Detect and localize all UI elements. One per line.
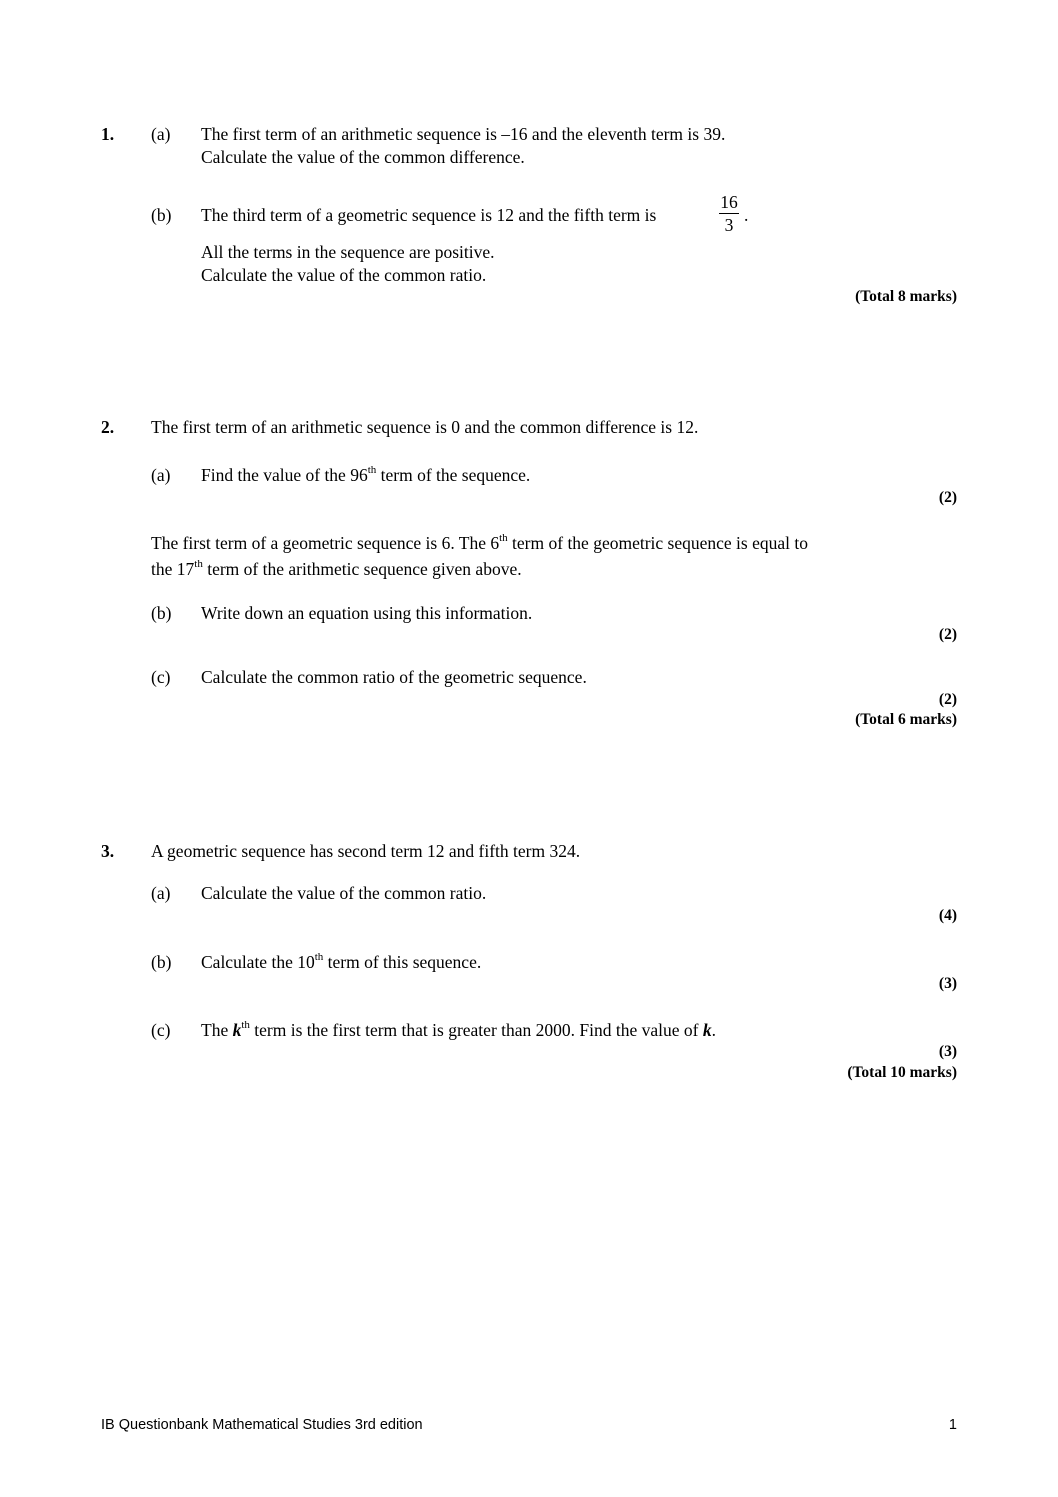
q2-part-b-text: Write down an equation using this information. — [201, 603, 533, 623]
q3-part-b-marks: (3) — [938, 975, 957, 992]
q2-intro: The first term of an arithmetic sequence is 0 and the common difference is 12. — [151, 417, 699, 437]
q2-part-b-marks: (2) — [938, 626, 957, 643]
question-3-number: 3. — [101, 841, 115, 861]
q3-part-c-text: The $k^{th}$ term is the first term that is greater than 2000. Find the value of k. — [201, 1019, 716, 1040]
fraction-sixteen-thirds — [719, 191, 739, 236]
q3-total-marks: (Total 10 marks) — [847, 1064, 957, 1081]
q1-part-b-line2: All the terms in the sequence are positive. — [201, 242, 495, 262]
q1-part-a-label: (a) — [151, 124, 171, 144]
q2-part-c-marks: (2) — [938, 691, 957, 708]
fraction-period: . — [744, 205, 749, 225]
q2-part-a-text: Find the value of the 96th term of the sequence. — [201, 464, 531, 485]
q3-part-a-marks: (4) — [938, 907, 957, 924]
q1-part-b-line1: The third term of a geometric sequence is 12 and the fifth term is — [201, 205, 657, 225]
q2-part-c-text: Calculate the common ratio of the geometric sequence. — [201, 667, 587, 687]
fraction-denominator: 3 — [724, 215, 734, 235]
q2-part-a-marks: (2) — [938, 489, 957, 506]
q2-mid-line1: The first term of a geometric sequence is 6. The 6th term of the geometric sequence is equal to — [151, 532, 808, 553]
q3-part-b-text: Calculate the 10th term of this sequence. — [201, 951, 482, 972]
q2-total-marks: (Total 6 marks) — [855, 711, 957, 728]
question-1-number: 1. — [101, 124, 115, 144]
q1-part-a-line2: Calculate the value of the common difference. — [201, 147, 525, 167]
q1-part-b-label: (b) — [151, 205, 172, 225]
q2-part-c-label: (c) — [151, 667, 171, 687]
q3-part-c-marks: (3) — [938, 1043, 957, 1060]
q3-part-c-label: (c) — [151, 1020, 171, 1040]
q2-part-a-label: (a) — [151, 465, 171, 485]
q1-part-b-line3: Calculate the value of the common ratio. — [201, 265, 487, 285]
q2-mid-line2: the 17th term of the arithmetic sequence given above. — [151, 558, 522, 579]
question-2-number: 2. — [101, 417, 115, 437]
q1-part-a-line1: The first term of an arithmetic sequence is –16 and the eleventh term is 39. — [201, 124, 726, 144]
q3-part-a-text: Calculate the value of the common ratio. — [201, 883, 487, 903]
footer-title: IB Questionbank Mathematical Studies 3rd edition — [101, 1417, 423, 1433]
q2-part-b-label: (b) — [151, 603, 172, 623]
q3-intro: A geometric sequence has second term 12 and fifth term 324. — [151, 841, 581, 861]
fraction-numerator: 16 — [720, 192, 738, 212]
q1-total-marks: (Total 8 marks) — [855, 288, 957, 305]
q3-part-b-label: (b) — [151, 952, 172, 972]
q3-part-a-label: (a) — [151, 883, 171, 903]
page-number: 1 — [948, 1417, 957, 1433]
